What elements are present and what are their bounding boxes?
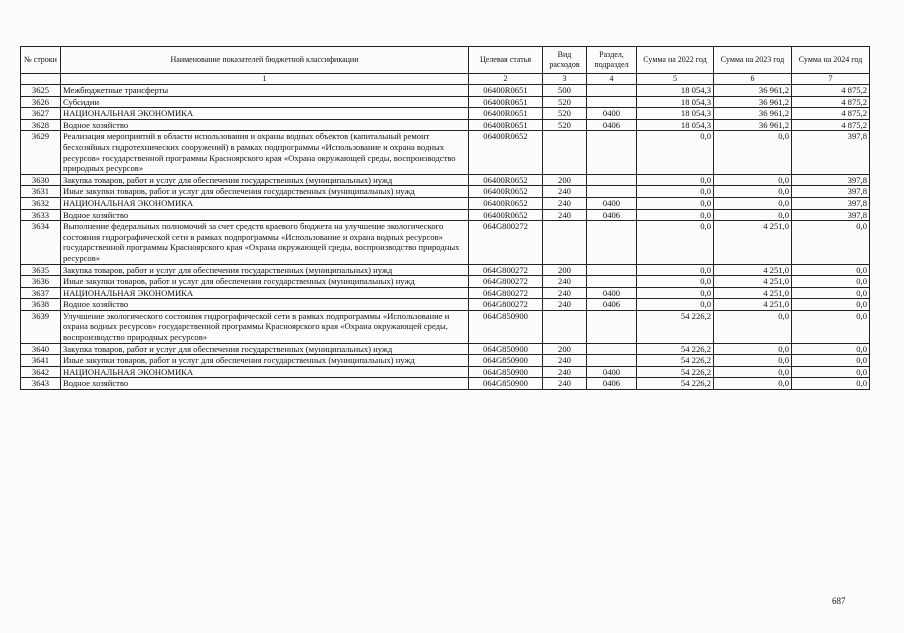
cell-section: 0400 [587,287,637,299]
cell-section [587,221,637,264]
cell-sum-2024: 397,8 [792,131,870,174]
column-number: 4 [587,74,637,85]
cell-sum-2024: 0,0 [792,366,870,378]
cell-section [587,131,637,174]
cell-section: 0406 [587,299,637,311]
cell-sum-2022: 0,0 [637,174,714,186]
cell-row-no: 3626 [21,96,61,108]
cell-sum-2023: 4 251,0 [714,276,792,288]
table-row [21,197,870,209]
cell-target: 064G800272 [469,299,543,311]
cell-expense-type [543,310,587,343]
cell-target: 064G800272 [469,264,543,276]
cell-sum-2022: 18 054,3 [637,108,714,120]
cell-sum-2022: 18 054,3 [637,96,714,108]
cell-expense-type: 240 [543,366,587,378]
cell-name: Водное хозяйство [61,209,469,221]
cell-target: 064G850900 [469,366,543,378]
cell-row-no: 3630 [21,174,61,186]
cell-sum-2023: 0,0 [714,355,792,367]
cell-sum-2023: 36 961,2 [714,119,792,131]
cell-target: 064G800272 [469,276,543,288]
cell-expense-type: 240 [543,299,587,311]
cell-row-no: 3634 [21,221,61,264]
cell-expense-type: 240 [543,355,587,367]
cell-sum-2024: 0,0 [792,378,870,390]
cell-sum-2024: 0,0 [792,310,870,343]
cell-target: 06400R0652 [469,131,543,174]
cell-sum-2023: 0,0 [714,174,792,186]
cell-sum-2024: 0,0 [792,355,870,367]
column-number: 5 [637,74,714,85]
cell-section [587,186,637,198]
cell-expense-type: 240 [543,209,587,221]
table-row [21,366,870,378]
cell-row-no: 3642 [21,366,61,378]
cell-sum-2022: 54 226,2 [637,343,714,355]
cell-row-no: 3629 [21,131,61,174]
cell-row-no: 3641 [21,355,61,367]
cell-expense-type: 240 [543,287,587,299]
cell-sum-2023: 4 251,0 [714,287,792,299]
cell-sum-2022: 0,0 [637,276,714,288]
cell-expense-type: 240 [543,378,587,390]
cell-sum-2024: 4 875,2 [792,119,870,131]
table-row [21,186,870,198]
table-row [21,119,870,131]
cell-sum-2024: 0,0 [792,287,870,299]
cell-expense-type: 240 [543,276,587,288]
cell-sum-2023: 0,0 [714,197,792,209]
cell-name: Иные закупки товаров, работ и услуг для обеспечения государственных (муниципальных) нужд [61,355,469,367]
cell-section: 0406 [587,119,637,131]
cell-row-no: 3638 [21,299,61,311]
header-name: Наименование показателей бюджетной классификации [61,47,469,74]
cell-target: 06400R0651 [469,96,543,108]
cell-sum-2023: 0,0 [714,131,792,174]
cell-sum-2024: 0,0 [792,299,870,311]
cell-name: Закупка товаров, работ и услуг для обеспечения государственных (муниципальных) нужд [61,343,469,355]
cell-sum-2024: 0,0 [792,221,870,264]
table-row [21,355,870,367]
cell-expense-type: 520 [543,108,587,120]
cell-name: Улучшение экологического состояния гидрографической сети в рамках подпрограммы «Использование и охрана водных ресурсов» государственной программы Красноярского края «Охрана окружающей среды, воспроизводство природных ресурсов» [61,310,469,343]
cell-name: НАЦИОНАЛЬНАЯ ЭКОНОМИКА [61,197,469,209]
cell-row-no: 3627 [21,108,61,120]
table-row [21,264,870,276]
cell-sum-2024: 0,0 [792,343,870,355]
cell-name: Водное хозяйство [61,378,469,390]
table-row [21,276,870,288]
column-number: 3 [543,74,587,85]
column-number: 1 [61,74,469,85]
cell-sum-2023: 0,0 [714,343,792,355]
table-row [21,131,870,174]
header-sum-2024: Сумма на 2024 год [792,47,870,74]
cell-sum-2023: 4 251,0 [714,221,792,264]
cell-sum-2022: 0,0 [637,197,714,209]
cell-sum-2022: 18 054,3 [637,119,714,131]
cell-name: Закупка товаров, работ и услуг для обеспечения государственных (муниципальных) нужд [61,174,469,186]
cell-name: Субсидии [61,96,469,108]
cell-expense-type: 240 [543,197,587,209]
cell-expense-type: 520 [543,96,587,108]
cell-sum-2024: 0,0 [792,264,870,276]
cell-section [587,310,637,343]
cell-name: Водное хозяйство [61,299,469,311]
cell-section [587,174,637,186]
cell-name: Иные закупки товаров, работ и услуг для обеспечения государственных (муниципальных) нужд [61,186,469,198]
table-row [21,378,870,390]
cell-sum-2023: 0,0 [714,378,792,390]
cell-section [587,276,637,288]
cell-expense-type [543,221,587,264]
cell-name: НАЦИОНАЛЬНАЯ ЭКОНОМИКА [61,108,469,120]
cell-section: 0400 [587,366,637,378]
table-row [21,310,870,343]
cell-name: НАЦИОНАЛЬНАЯ ЭКОНОМИКА [61,366,469,378]
cell-sum-2024: 4 875,2 [792,108,870,120]
cell-sum-2024: 397,8 [792,174,870,186]
column-number: 7 [792,74,870,85]
cell-target: 06400R0651 [469,119,543,131]
table-row [21,108,870,120]
header-sum-2023: Сумма на 2023 год [714,47,792,74]
cell-row-no: 3636 [21,276,61,288]
table-header [21,47,870,85]
cell-sum-2022: 0,0 [637,264,714,276]
cell-target: 064G850900 [469,355,543,367]
cell-row-no: 3625 [21,85,61,97]
cell-target: 064G800272 [469,287,543,299]
cell-target: 064G850900 [469,310,543,343]
cell-sum-2023: 36 961,2 [714,85,792,97]
cell-expense-type: 200 [543,264,587,276]
cell-row-no: 3631 [21,186,61,198]
cell-row-no: 3643 [21,378,61,390]
header-target: Целевая статья [469,47,543,74]
table-row [21,85,870,97]
header-row-no: № строки [21,47,61,74]
cell-name: Межбюджетные трансферты [61,85,469,97]
cell-sum-2022: 54 226,2 [637,355,714,367]
cell-target: 06400R0652 [469,186,543,198]
cell-name: Закупка товаров, работ и услуг для обеспечения государственных (муниципальных) нужд [61,264,469,276]
cell-sum-2022: 18 054,3 [637,85,714,97]
table-row [21,287,870,299]
cell-row-no: 3637 [21,287,61,299]
cell-expense-type: 240 [543,186,587,198]
column-number: 6 [714,74,792,85]
cell-name: Водное хозяйство [61,119,469,131]
page-number: 687 [832,596,846,606]
cell-name: Выполнение федеральных полномочий за счет средств краевого бюджета на улучшение экологического состояния гидрографической сети в рамках подпрограммы «Использование и охрана водных ресурсов» государственной программы Красноярского края «Охрана окружающей среды, воспроизводство природных ресурсов» [61,221,469,264]
cell-sum-2024: 4 875,2 [792,96,870,108]
cell-sum-2023: 0,0 [714,310,792,343]
cell-target: 06400R0652 [469,174,543,186]
column-number: 2 [469,74,543,85]
header-section: Раздел, подраздел [587,47,637,74]
table-row [21,343,870,355]
cell-sum-2024: 0,0 [792,276,870,288]
cell-expense-type: 200 [543,174,587,186]
table-row [21,299,870,311]
cell-section: 0406 [587,378,637,390]
cell-sum-2022: 0,0 [637,221,714,264]
cell-expense-type: 520 [543,119,587,131]
cell-section [587,85,637,97]
cell-section [587,343,637,355]
cell-target: 06400R0651 [469,85,543,97]
cell-section: 0400 [587,108,637,120]
cell-target: 06400R0651 [469,108,543,120]
cell-section [587,355,637,367]
cell-sum-2024: 397,8 [792,197,870,209]
cell-sum-2022: 0,0 [637,287,714,299]
cell-sum-2022: 54 226,2 [637,366,714,378]
cell-sum-2023: 0,0 [714,366,792,378]
cell-sum-2022: 54 226,2 [637,310,714,343]
cell-sum-2022: 54 226,2 [637,378,714,390]
cell-sum-2022: 0,0 [637,299,714,311]
cell-sum-2024: 397,8 [792,186,870,198]
cell-sum-2023: 0,0 [714,186,792,198]
cell-sum-2022: 0,0 [637,131,714,174]
header-sum-2022: Сумма на 2022 год [637,47,714,74]
cell-expense-type: 500 [543,85,587,97]
cell-section: 0400 [587,197,637,209]
cell-sum-2024: 397,8 [792,209,870,221]
cell-sum-2024: 4 875,2 [792,85,870,97]
cell-row-no: 3639 [21,310,61,343]
cell-sum-2023: 36 961,2 [714,108,792,120]
cell-target: 064G850900 [469,378,543,390]
table-row [21,174,870,186]
header-expense-type: Вид расходов [543,47,587,74]
cell-row-no: 3635 [21,264,61,276]
cell-sum-2023: 36 961,2 [714,96,792,108]
cell-sum-2022: 0,0 [637,209,714,221]
cell-sum-2023: 0,0 [714,209,792,221]
cell-target: 06400R0652 [469,209,543,221]
cell-target: 064G850900 [469,343,543,355]
cell-sum-2023: 4 251,0 [714,299,792,311]
cell-target: 06400R0652 [469,197,543,209]
cell-section [587,96,637,108]
table-row [21,96,870,108]
cell-row-no: 3628 [21,119,61,131]
cell-sum-2023: 4 251,0 [714,264,792,276]
cell-section [587,264,637,276]
cell-target: 064G800272 [469,221,543,264]
table-row [21,221,870,264]
cell-expense-type [543,131,587,174]
cell-row-no: 3633 [21,209,61,221]
cell-section: 0406 [587,209,637,221]
table-row [21,209,870,221]
column-number [21,74,61,85]
budget-table [20,46,870,390]
cell-name: Иные закупки товаров, работ и услуг для обеспечения государственных (муниципальных) нужд [61,276,469,288]
cell-sum-2022: 0,0 [637,186,714,198]
cell-row-no: 3640 [21,343,61,355]
cell-row-no: 3632 [21,197,61,209]
cell-name: НАЦИОНАЛЬНАЯ ЭКОНОМИКА [61,287,469,299]
cell-expense-type: 200 [543,343,587,355]
cell-name: Реализация мероприятий в области использования и охраны водных объектов (капитальный ремонт бесхозяйных гидротехнических сооружений) в рамках подпрограммы «Использование и охрана водных ресурсов» государственной программы Красноярского края «Охрана окружающей среды, воспроизводство природных ресурсов» [61,131,469,174]
table-body [21,85,870,390]
